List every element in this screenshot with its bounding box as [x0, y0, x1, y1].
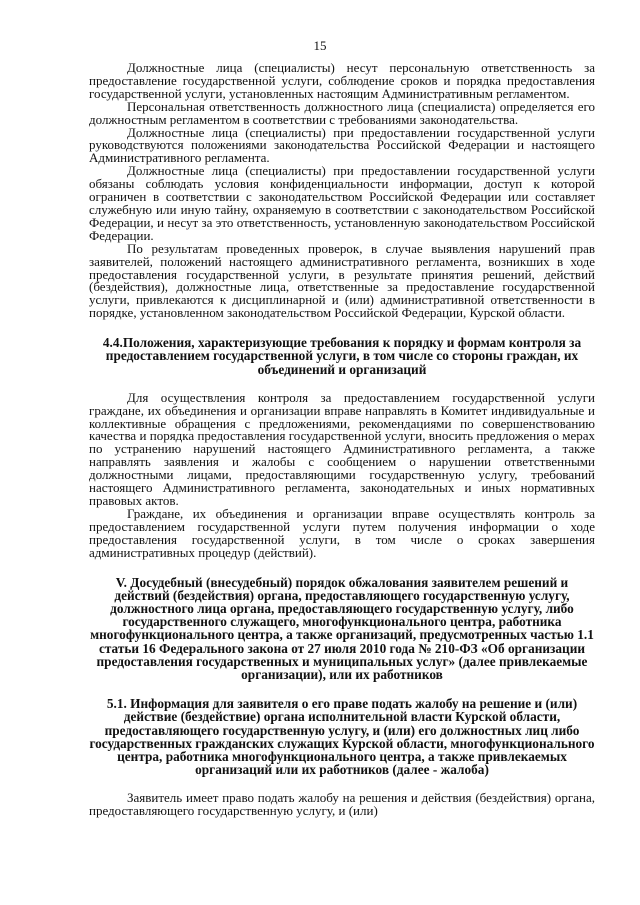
page-number: 15	[313, 38, 327, 53]
paragraph-inspection-results: По результатам проведенных проверок, в случае выявления нарушений прав заявителей, положений настоящего административного регламента, возникших в ходе предоставления государственной услуги, в результате принятия решений, действий (бездействия), должностные лица, ответственные за предоставление государственной услуги, привлекаются к дисциплинарной и (или) административной ответственности в порядке, установленном законодательством Российской Федерации, Курской области.	[89, 240, 595, 321]
paragraph-information-access: Граждане, их объединения и организации вправе осуществлять контроль за предоставлением государственной услуги путем получения информации о ходе предоставления государственной услуги, в том числе о сроках завершения административных процедур (действий).	[89, 505, 595, 560]
section-heading-v: V. Досудебный (внесудебный) порядок обжалования заявителем решений и действий (бездействия) органа, предоставляющего государственную услугу, должностного лица органа, предоставляющего государственную услугу, либо государственного служащего, многофункционального центра, работника многофункционального центра, а также организаций, предусмотренных частью 1.1 статьи 16 Федерального закона от 27 июля 2010 года № 210-ФЗ «Об организации предоставления государственных и муниципальных услуг» (далее привлекаемые организации), или их работников	[90, 574, 594, 682]
paragraph-responsibility: Должностные лица (специалисты) несут персональную ответственность за предоставление государственной услуги, соблюдение сроков и порядка предоставления государственной услуги, установленных настоящим Административным регламентом.	[89, 60, 595, 101]
paragraph-personal-responsibility: Персональная ответственность должностного лица (специалиста) определяется его должностным регламентом в соответствии с требованиями законодательства.	[89, 98, 595, 127]
section-heading-4-4: 4.4.Положения, характеризующие требования к порядку и формам контроля за предоставлением государственной услуги, в том числе со стороны граждан, их объединений и организаций	[102, 335, 582, 377]
section-heading-5-1: 5.1. Информация для заявителя о его праве подать жалобу на решение и (или) действие (бездействие) органа исполнительной власти Курской области, предоставляющего государственную услугу, и (или) его должностных лиц либо государственных гражданских служащих Курской области, многофункционального центра, работника многофункционального центра, а также привлекаемых организаций или их работников (далее - жалоба)	[89, 696, 595, 778]
document-body	[89, 62, 595, 818]
paragraph-complaint-right: Заявитель имеет право подать жалобу на решения и действия (бездействия) органа, предоставляющего государственную услугу, и (или)	[89, 790, 595, 819]
paragraph-citizen-control: Для осуществления контроля за предоставлением государственной услуги граждане, их объединения и организации вправе направлять в Комитет индивидуальные и коллективные обращения с предложениями, рекомендациями по совершенствованию качества и порядка предоставления государственной услуги, вносить предложения о мерах по устранению нарушений настоящего Административного регламента, а также направлять заявления и жалобы с сообщением о нарушении ответственными должностными лицами, предоставляющими государственную услугу, требований настоящего Административного регламента, законодательных и иных нормативных правовых актов.	[89, 389, 595, 508]
paragraph-legislation: Должностные лица (специалисты) при предоставлении государственной услуги руководствуются положениями законодательства Российской Федерации и настоящего Административного регламента.	[89, 124, 595, 166]
paragraph-confidentiality: Должностные лица (специалисты) при предоставлении государственной услуги обязаны соблюдать условия конфиденциальности информации, доступ к которой ограничен в соответствии с законодательством Российской Федерации или составляет служебную или иную тайну, охраняемую в соответствии с законодательством Российской Федерации, и несут за это ответственность, установленную законодательством Российской Федерации.	[89, 163, 595, 243]
